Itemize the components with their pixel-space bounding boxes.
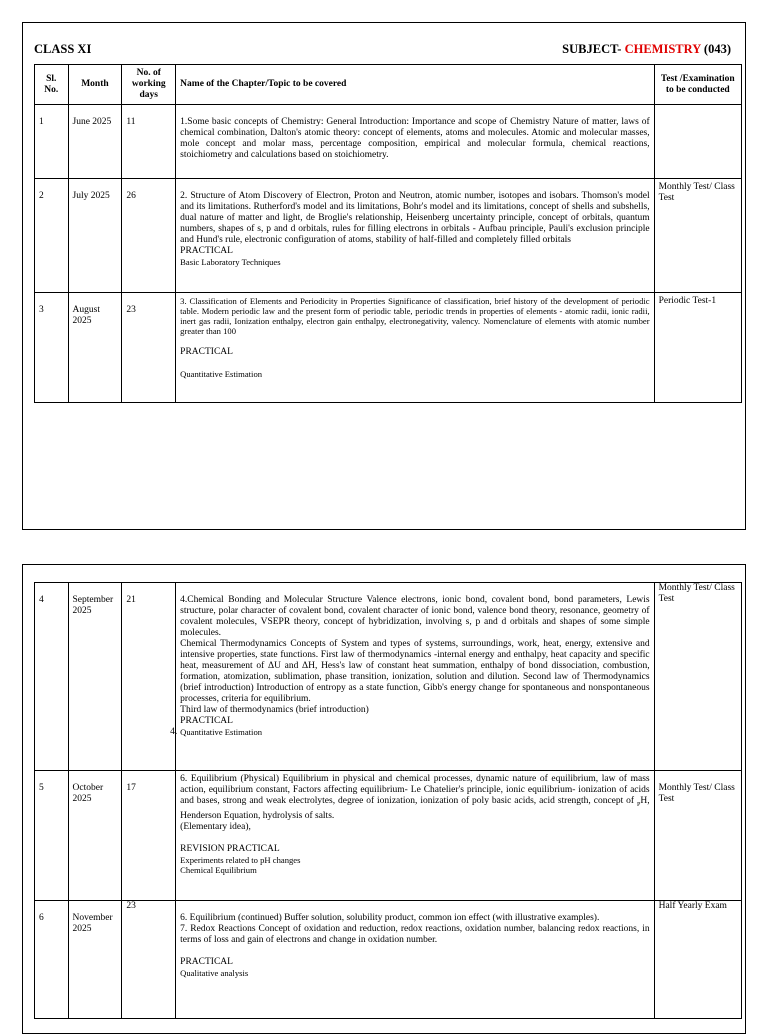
cell-topic: 1.Some basic concepts of Chemistry: General Introduction: Importance and scope of Chemistry Nature of matter, laws of chemical combination, Dalton's atomic theory: concept of elements, atoms and molecules. Atomic and molecular masses, mole concept and molar mass, percentage composition, empirical and molecular formula, chemical reactions, stoichiometry and calculations based on stoichiometry.: [176, 105, 654, 179]
topic-text: 3. Classification of Elements and Periodicity in Properties Significance of classification, brief history of the development of periodic table. Modern periodic law and the present form of periodic table, periodic trends in properties of elements - atomic radii, ionic radii, inert gas radii, Ionization enthalpy, electron gain enthalpy, electronegativity, valency. Nomenclature of elements with atomic number greater than 100: [180, 296, 650, 336]
cell-days: 23: [122, 293, 176, 403]
cell-topic: [176, 771, 654, 901]
practical-label: PRACTICAL: [180, 716, 233, 726]
subject-heading: [562, 42, 731, 57]
topic-text: 6. Equilibrium (continued) Buffer solution, solubility product, common ion effect (with illustrative examples).: [180, 913, 600, 923]
col-header-sl: Sl. No.: [35, 65, 69, 105]
table-row: [35, 583, 742, 771]
topic-text: 6. Equilibrium (Physical) Equilibrium in physical and chemical processes, dynamic nature of equilibrium, law of mass action, equilibrium constant, Factors affecting equilibrium- Le Chatelier's principle, ionic equilibrium- ionization of acids and bases, strong and weak electrolytes, degree of ionization, ionization of poly basic acids, acid strength, concept of $_P$H, Henderson Equation, hydrolysis of salts.: [180, 774, 650, 821]
practical-label: PRACTICAL: [180, 957, 233, 967]
cell-sl: 5: [35, 771, 69, 901]
cell-topic: [176, 901, 654, 1019]
ph-subscript: P: [637, 801, 641, 808]
topic-text: 4.Chemical Bonding and Molecular Structure Valence electrons, ionic bond, covalent bond, bond parameters, Lewis structure, polar character of covalent bond, covalent character of ionic bond, valence bond theory, resonance, geometry of covalent molecules, VSEPR theory, concept of hybridization, involving s, p and d orbitals and shapes of some simple molecules.: [180, 595, 650, 638]
cell-sl: 1: [35, 105, 69, 179]
page-2: [22, 564, 746, 1034]
cell-month: September 2025: [68, 583, 122, 771]
cell-test: Monthly Test/ Class Test: [654, 179, 741, 293]
table-row: [35, 293, 742, 403]
subject-name: CHEMISTRY: [624, 42, 701, 56]
cell-test: [654, 105, 741, 179]
practical-label: PRACTICAL: [180, 246, 233, 256]
col-header-days: No. of working days: [122, 65, 176, 105]
cell-topic: [170, 583, 654, 771]
cell-month: October 2025: [68, 771, 122, 901]
topic-text: Chemical Thermodynamics Concepts of System and types of systems, surroundings, work, heat, energy, extensive and intensive properties, state functions. First law of thermodynamics -internal energy and enthalpy, heat capacity and specific heat, measurement of ΔU and ΔH, Hess's law of constant heat summation, enthalpy of bond dissociation, combustion, formation, atomization, sublimation, phase transition, ionization, solution and dilution. Second law of Thermodynamics (brief introduction) Introduction of entropy as a state function, Gibb's energy change for spontaneous and nonspontaneous processes, criteria for equilibrium.: [180, 639, 650, 704]
practical-text: 4. Quantitative Estimation: [170, 727, 263, 737]
cell-month: November 2025: [68, 901, 122, 1019]
stray-number: 4.: [170, 727, 178, 737]
cell-month: June 2025: [68, 105, 122, 179]
cell-sl: 4: [35, 583, 69, 771]
subject-code: (043): [703, 42, 731, 56]
cell-days: 23: [122, 901, 176, 1019]
topic-text: (Elementary idea),: [180, 821, 251, 832]
cell-days: 17: [122, 771, 176, 901]
cell-test: Monthly Test/ Class Test: [654, 771, 741, 901]
cell-month: July 2025: [68, 179, 122, 293]
table-row: [35, 771, 742, 901]
cell-sl: 2: [35, 179, 69, 293]
cell-sl: 3: [35, 293, 69, 403]
cell-days: 21: [122, 583, 176, 771]
cell-sl: 6: [35, 901, 69, 1019]
page-1: [22, 22, 746, 530]
practical-text: Quantitative Estimation: [180, 369, 263, 379]
practical-text: Qualitative analysis: [180, 968, 249, 978]
cell-month: August 2025: [68, 293, 122, 403]
cell-test: Monthly Test/ Class Test: [654, 583, 741, 771]
syllabus-table-part-1: [34, 64, 742, 403]
cell-days: 11: [122, 105, 176, 179]
col-header-test: Test /Examination to be conducted: [654, 65, 741, 105]
syllabus-table-part-2: [34, 582, 742, 1019]
subject-prefix: SUBJECT-: [562, 42, 622, 56]
practical-text: Basic Laboratory Techniques: [180, 257, 281, 267]
table-row: [35, 901, 742, 1019]
table-row: [35, 179, 742, 293]
cell-test: Periodic Test-1: [654, 293, 741, 403]
table-row: [35, 105, 742, 179]
topic-text: 2. Structure of Atom Discovery of Electron, Proton and Neutron, atomic number, isotopes and isobars. Thomson's model and its limitations. Rutherford's model and its limitations, Bohr's model and its limitations, concept of shells and subshells, dual nature of matter and light, de Broglie's relationship, Heisenberg uncertainty principle, concept of orbitals, quantum numbers, shapes of s, p and d orbitals, rules for filling electrons in orbitals - Aufbau principle, Pauli's exclusion principle and Hund's rule, electronic configuration of atoms, stability of half-filled and completely filled orbitals: [180, 191, 650, 245]
practical-text: Experiments related to pH changes: [180, 854, 301, 865]
class-label: CLASS XI: [34, 42, 92, 56]
practical-label: PRACTICAL: [180, 347, 233, 357]
col-header-topic: Name of the Chapter/Topic to be covered: [176, 65, 654, 105]
cell-topic: [176, 293, 654, 403]
col-header-month: Month: [68, 65, 122, 105]
topic-text: Third law of thermodynamics (brief introduction): [180, 705, 369, 715]
cell-topic: [176, 179, 654, 293]
cell-test: Half Yearly Exam: [654, 901, 741, 1019]
topic-text: 7. Redox Reactions Concept of oxidation and reduction, redox reactions, oxidation number, balancing redox reactions, in terms of loss and gain of electrons and change in oxidation number.: [180, 924, 650, 945]
practical-text: Chemical Equilibrium: [180, 864, 257, 875]
cell-days: 26: [122, 179, 176, 293]
header-row: [35, 65, 742, 105]
practical-label: REVISION PRACTICAL: [180, 843, 280, 854]
